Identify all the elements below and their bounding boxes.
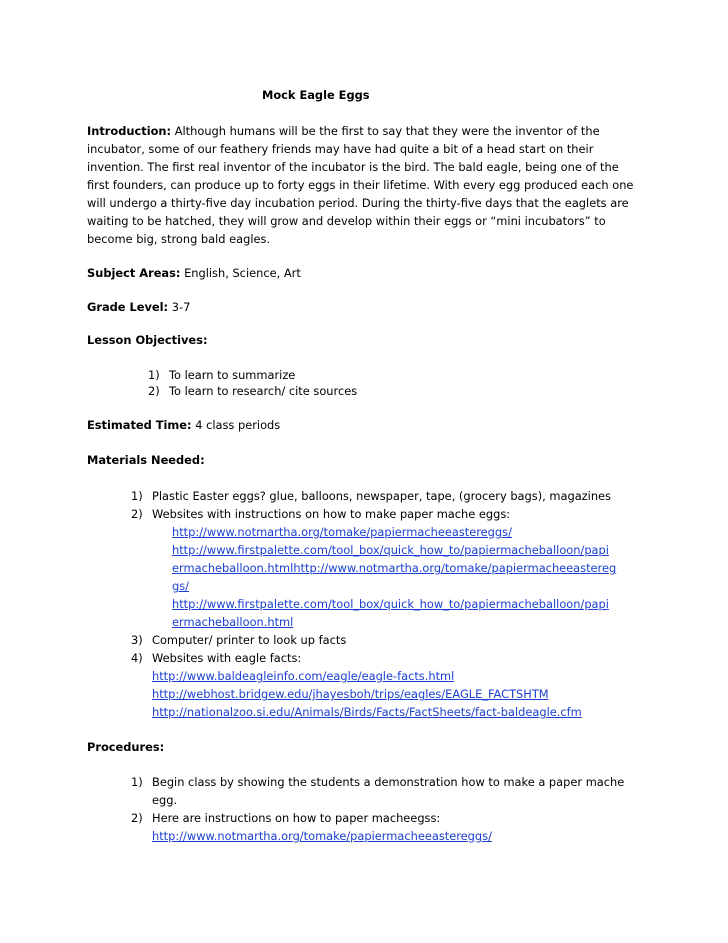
introduction-line-1 [87,122,600,140]
objective-2-text: To learn to research/ cite sources [169,384,358,398]
nationalzoo-link[interactable]: http://nationalzoo.si.edu/Animals/Birds/Facts/FactSheets/fact-baldeagle.cfm [152,705,582,719]
eagle-facts-link-1 [152,667,454,685]
firstpalette-link-2-part-1[interactable]: http://www.firstpalette.com/tool_box/quick_how_to/papiermacheballoon/papi [172,597,609,611]
firstpalette-link-part-2[interactable]: ermacheballoon.htmlhttp://www.notmartha.org/tomake/papiermacheeastereg [172,561,617,575]
introduction-line-7: become big, strong bald eagles. [87,232,271,246]
objective-1-number: 1) [148,368,160,382]
materials-item-1-number: 1) [131,489,143,503]
document-title: Mock Eagle Eggs [262,88,370,102]
materials-link-4 [172,577,189,595]
introduction-line-5: will undergo a thirty-five day incubation period. During the thirty-five days that the eaglets are [87,196,629,210]
notmartha-link-tail[interactable]: gs/ [172,579,190,593]
materials-item-4-number: 4) [131,651,143,665]
introduction-line-6: waiting to be hatched, they will grow and develop within their eggs or “mini incubators” to [87,214,606,228]
procedure-notmartha-link[interactable]: http://www.notmartha.org/tomake/papiermacheeastereggs/ [152,829,492,843]
materials-item-2-number: 2) [131,507,143,521]
lesson-objectives-label: Lesson Objectives: [87,333,208,347]
eagle-facts-link-3 [152,703,582,721]
materials-item-4-text: Websites with eagle facts: [152,651,302,665]
materials-item-1-text: Plastic Easter eggs? glue, balloons, newspaper, tape, (grocery bags), magazines [152,489,611,503]
firstpalette-link-part-1[interactable]: http://www.firstpalette.com/tool_box/quick_how_to/papiermacheballoon/papi [172,543,609,557]
eagle-facts-link-2 [152,685,549,703]
introduction-label: Introduction: [87,124,172,138]
procedure-2-text: Here are instructions on how to paper macheegss: [152,811,441,825]
objective-1-text: To learn to summarize [169,368,296,382]
materials-item-3-text: Computer/ printer to look up facts [152,633,347,647]
estimated-time-value: 4 class periods [191,418,281,432]
procedure-1-line-1: Begin class by showing the students a demonstration how to make a paper mache [152,775,625,789]
estimated-time [87,416,280,434]
introduction-line-2: incubator, some of our feathery friends may have had quite a bit of a head start on their [87,142,594,156]
procedure-1-number: 1) [131,775,143,789]
procedure-2-number: 2) [131,811,143,825]
procedures-label: Procedures: [87,740,165,754]
bridgew-link[interactable]: http://webhost.bridgew.edu/jhayesboh/trips/eagles/EAGLE_FACTSHTM [152,687,549,701]
grade-level-label: Grade Level: [87,300,169,314]
notmartha-link[interactable]: http://www.notmartha.org/tomake/papiermacheeastereggs/ [172,525,512,539]
materials-needed-label: Materials Needed: [87,453,205,467]
objective-2-number: 2) [148,384,160,398]
procedure-2-link-line [152,827,492,845]
firstpalette-link-2-part-2[interactable]: ermacheballoon.html [172,615,294,629]
materials-link-1 [172,523,512,541]
grade-level [87,298,190,316]
subject-areas [87,264,301,282]
materials-link-2 [172,541,609,559]
introduction-text: Although humans will be the first to say that they were the inventor of the [171,124,600,138]
subject-areas-label: Subject Areas: [87,266,181,280]
baldeagleinfo-link[interactable]: http://www.baldeagleinfo.com/eagle/eagle-facts.html [152,669,455,683]
materials-link-3 [172,559,616,577]
grade-level-value: 3-7 [168,300,191,314]
materials-item-3-number: 3) [131,633,143,647]
introduction-line-3: invention. The first real inventor of the incubator is the bird. The bald eagle, being one of the [87,160,619,174]
materials-item-2-text: Websites with instructions on how to make paper mache eggs: [152,507,511,521]
materials-link-6 [172,613,293,631]
procedure-1-line-2: egg. [152,793,178,807]
subject-areas-value: English, Science, Art [180,266,301,280]
introduction-line-4: first founders, can produce up to forty eggs in their lifetime. With every egg produced each one [87,178,634,192]
materials-link-5 [172,595,609,613]
estimated-time-label: Estimated Time: [87,418,192,432]
